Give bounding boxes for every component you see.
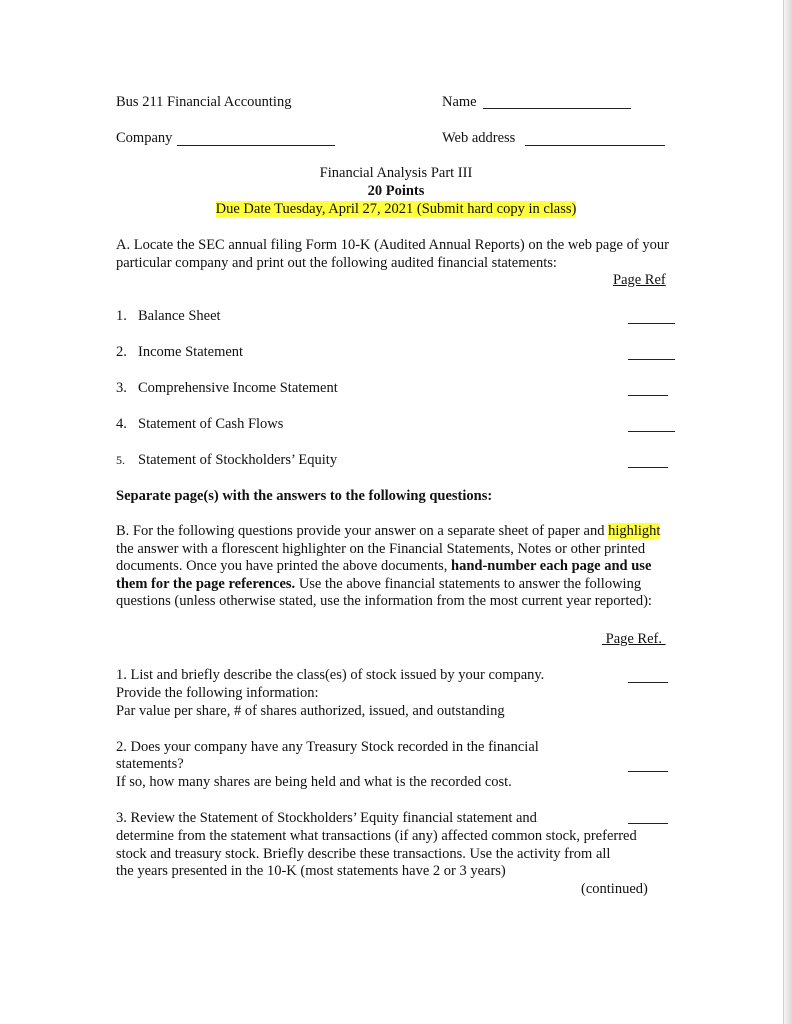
web-address-blank[interactable] [525, 145, 665, 146]
list-item-number: 2. [116, 344, 127, 360]
question-2-line2: statements? [116, 756, 184, 772]
points: 20 Points [367, 183, 425, 199]
list-item-number: 4. [116, 416, 127, 432]
highlight-word: highlight [608, 523, 661, 539]
page-ref-blank[interactable] [628, 771, 668, 772]
list-item: Income Statement [138, 344, 244, 360]
company-blank[interactable] [177, 145, 335, 146]
doc-title: Financial Analysis Part III [319, 165, 473, 181]
section-b-intro: B. For the following questions provide your answer on a separate sheet of paper and highlight the answer with a florescent highlighter on the Financial Statements, Notes or other printed documents. Once you have printed the above documents, hand-number each page and use them for the page references. Use the above financial statements to answer the following questions (unless otherwise stated, use the information from the most current year reported): [116, 523, 661, 609]
list-item-number: 1. [116, 308, 127, 324]
list-item-number: 5. [116, 453, 125, 467]
page-ref-blank[interactable] [628, 682, 668, 683]
due-date [0, 201, 792, 218]
question-3-line1: 3. Review the Statement of Stockholders’ Equity financial statement and [116, 810, 537, 826]
page-ref-blank[interactable] [628, 823, 668, 824]
list-item: Comprehensive Income Statement [138, 380, 338, 396]
name-blank[interactable] [483, 108, 631, 109]
question-3-line3: stock and treasury stock. Briefly describe these transactions. Use the activity from all [116, 846, 611, 862]
page-ref-heading-b: Page Ref. [605, 631, 662, 647]
continued-note: (continued) [581, 881, 648, 897]
page-ref-blank[interactable] [628, 431, 675, 432]
page-ref-heading-a: Page Ref [613, 272, 666, 288]
page-ref-blank[interactable] [628, 323, 675, 324]
question-1-line1: 1. List and briefly describe the class(es) of stock issued by your company. [116, 667, 545, 683]
question-2-line1: 2. Does your company have any Treasury Stock recorded in the financial [116, 739, 539, 755]
company-label: Company [116, 130, 173, 146]
web-address-label: Web address [442, 130, 516, 146]
list-item: Statement of Stockholders’ Equity [138, 452, 338, 468]
question-3-line4: the years presented in the 10-K (most statements have 2 or 3 years) [116, 863, 506, 879]
course-title: Bus 211 Financial Accounting [116, 94, 292, 110]
due-date-text: Due Date Tuesday, April 27, 2021 (Submit hard copy in class) [215, 201, 577, 217]
page-ref-blank[interactable] [628, 359, 675, 360]
list-item-number: 3. [116, 380, 127, 396]
list-item: Balance Sheet [138, 308, 221, 324]
page-edge [783, 0, 792, 1024]
question-3-line2: determine from the statement what transactions (if any) affected common stock, preferred [116, 828, 637, 844]
section-a-intro: A. Locate the SEC annual filing Form 10-K (Audited Annual Reports) on the web page of your particular company and print out the following audited financial statements: [116, 237, 669, 271]
page-ref-blank[interactable] [628, 395, 668, 396]
separate-page-heading: Separate page(s) with the answers to the following questions: [116, 488, 493, 504]
question-1-line2: Provide the following information: [116, 685, 319, 701]
question-1-line3: Par value per share, # of shares authorized, issued, and outstanding [116, 703, 505, 719]
name-label: Name [442, 94, 477, 110]
page-ref-blank[interactable] [628, 467, 668, 468]
question-2-line3: If so, how many shares are being held and what is the recorded cost. [116, 774, 512, 790]
list-item: Statement of Cash Flows [138, 416, 284, 432]
